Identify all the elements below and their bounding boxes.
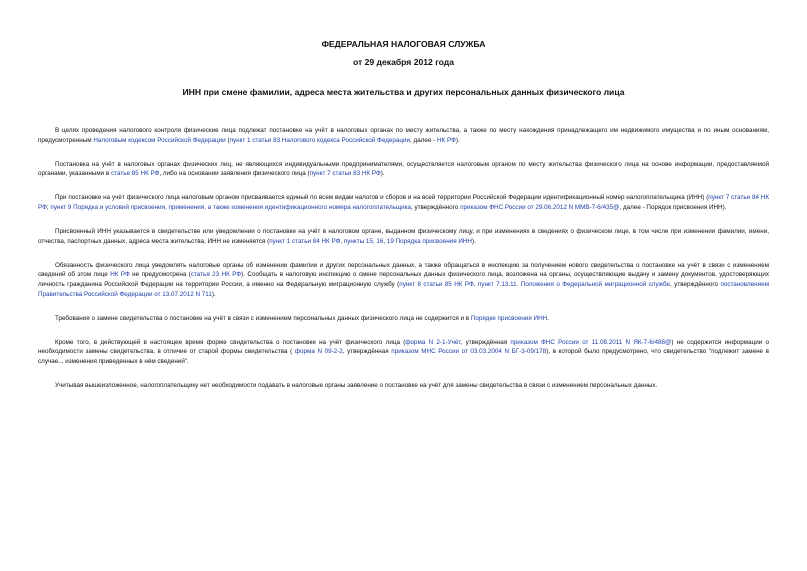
document-link[interactable]: пункт 1 статьи 84 НК РФ (269, 237, 341, 245)
document-link[interactable]: статье 85 НК РФ (111, 170, 160, 178)
paragraph-text: В целях проведения налогового контроля физические лица подлежат постановке на учёт в налоговых органах по месту жительства, а также по месту нахождения принадлежащего им недвижимого имущества и по иным основаниям, предусмотренным (38, 127, 769, 144)
document-link[interactable]: НК РФ (110, 271, 130, 279)
document-link[interactable]: пункт 7 статьи 83 НК РФ (309, 170, 381, 178)
paragraph-text: Постановка на учёт в налоговых органах физических лиц, не являющихся индивидуальными предпринимателями, осуществляется налоговым органом по месту жительства физического лица на основе информации, предоставляемой органами, указанными в (38, 160, 769, 178)
document-link[interactable]: пункт 7.13.11. Положения о Федеральной миграционной службе (477, 280, 671, 288)
document-link[interactable]: пункт 9 Порядка и условий присвоения, применения, а также изменения идентификационного номера налогоплательщика (50, 203, 411, 211)
document-link[interactable]: форма N 2-1-Учёт (405, 338, 461, 346)
paragraph-text: , утверждённого (670, 280, 721, 288)
paragraph-text: , (340, 237, 344, 245)
paragraph-text: , утверждённого (411, 203, 461, 211)
paragraph-text: ). (380, 170, 385, 178)
paragraph-text: ; (46, 203, 51, 211)
paragraph (38, 381, 769, 391)
paragraph-text: не предусмотрена ( (129, 271, 191, 279)
document-link[interactable]: пункт 1 статьи 83 Налогового кодекса Российской Федерации (229, 136, 411, 144)
paragraph (38, 227, 769, 246)
paragraph-text: При постановке на учёт физического лица налоговым органом присваивается единый по всем видам налогов и сборов и на всей территории Российской Федерации идентификационный номер налогоплательщика (ИНН) ( (55, 194, 709, 202)
paragraph (38, 314, 769, 324)
paragraph-text: ), в которой было предусмотрено, что свидетельство "подлежит замене в случае... изменения приведенных в нём сведений". (38, 348, 769, 365)
date-heading: от 29 декабря 2012 года (352, 57, 455, 67)
paragraph (38, 160, 769, 179)
paragraph (38, 338, 769, 367)
document-link[interactable]: Налоговым кодексом Российской Федерации (93, 136, 226, 144)
paragraph-text: , утверждённая (342, 348, 392, 356)
paragraph-text: Присвоенный ИНН указывается в свидетельстве или уведомлении о постановке на учёт в налоговом органе, выданном физическому лицу, и при изменениях в сведениях о физическом лице, в том числе при изменении фамилии, имени, отчества, паспортных данных, адреса места жительства, ИНН не изменяется ( (38, 228, 769, 245)
paragraph-text: Кроме того, в действующей в настоящее время форме свидетельства о постановке на учёт физического лица ( (55, 338, 406, 346)
paragraph-text: ). (211, 290, 216, 298)
paragraph (38, 126, 769, 145)
paragraph-text: Учитывая вышеизложенное, налогоплательщику нет необходимости подавать в налоговые органы заявление о постановке на учёт для замены свидетельства в связи с изменением персональных данных. (55, 382, 658, 389)
paragraph-text: ). (455, 136, 460, 144)
paragraph-text: ). Сообщать в налоговую инспекцию о смене персональных данных физического лица, возложена на органы, осуществляющие выдачу и замену документов, удостоверяющих личность гражданина Российской Федерации на территории России, а именно на Федеральную миграционную службу ( (38, 271, 770, 288)
document-title: ИНН при смене фамилии, адреса места жительства и других персональных данных физического лица (182, 87, 625, 97)
document-link[interactable]: НК РФ (436, 136, 456, 144)
paragraph-text: Требования о замене свидетельства о постановке на учёт в связи с изменением персональных данных физического лица не содержится и в (55, 314, 471, 322)
document-link[interactable]: постановлением Правительства Российской Федерации от 13.07.2012 N 711 (38, 280, 769, 298)
paragraph-text: , (473, 280, 478, 288)
paragraph-text: , далее - (410, 136, 437, 144)
paragraph-text: , далее - Порядок присвоения ИНН). (619, 203, 727, 211)
paragraph-text: , либо на основании заявления физического лица ( (159, 170, 310, 178)
document-link[interactable]: приказом ФНС России от 29.06.2012 N ММВ-7-6/435@ (460, 203, 620, 211)
paragraph-text: ) не содержится информации о необходимости замены свидетельства, в отличие от старой формы свидетельства ( (38, 338, 769, 356)
paragraph (38, 261, 769, 299)
document-link[interactable]: приказом МНС России от 03.03.2004 N БГ-3-09/178 (391, 348, 547, 356)
document-link[interactable]: Порядке присвоения ИНН (470, 314, 548, 322)
paragraph-text: ( (225, 136, 230, 144)
document-link[interactable]: пункт 7 статьи 84 НК РФ (38, 194, 769, 211)
paragraph-text: Обязанность физического лица уведомлять налоговые органы об изменении фамилии и других персональных данных, а также обращаться в инспекцию за получением нового свидетельства о постановке на учёт в связи с изменением сведений об этом лице (38, 261, 769, 279)
document-link[interactable]: пункт 8 статьи 85 НК РФ (399, 280, 474, 288)
paragraph-text: . (547, 314, 549, 322)
paragraph-text: ). (471, 237, 476, 245)
document-link[interactable]: форма N 09-2-2 (294, 348, 343, 356)
document-link[interactable]: приказом ФНС России от 11.08.2011 N ЯК-7-6/488@ (510, 338, 672, 346)
paragraph (38, 193, 769, 212)
document-link[interactable]: статья 23 НК РФ (190, 271, 242, 279)
org-heading: ФЕДЕРАЛЬНАЯ НАЛОГОВАЯ СЛУЖБА (321, 39, 486, 49)
document-body (38, 126, 769, 405)
document-link[interactable]: пункты 15, 16, 19 Порядка присвоения ИНН (343, 237, 472, 245)
paragraph-text: , утверждённая (460, 338, 511, 346)
